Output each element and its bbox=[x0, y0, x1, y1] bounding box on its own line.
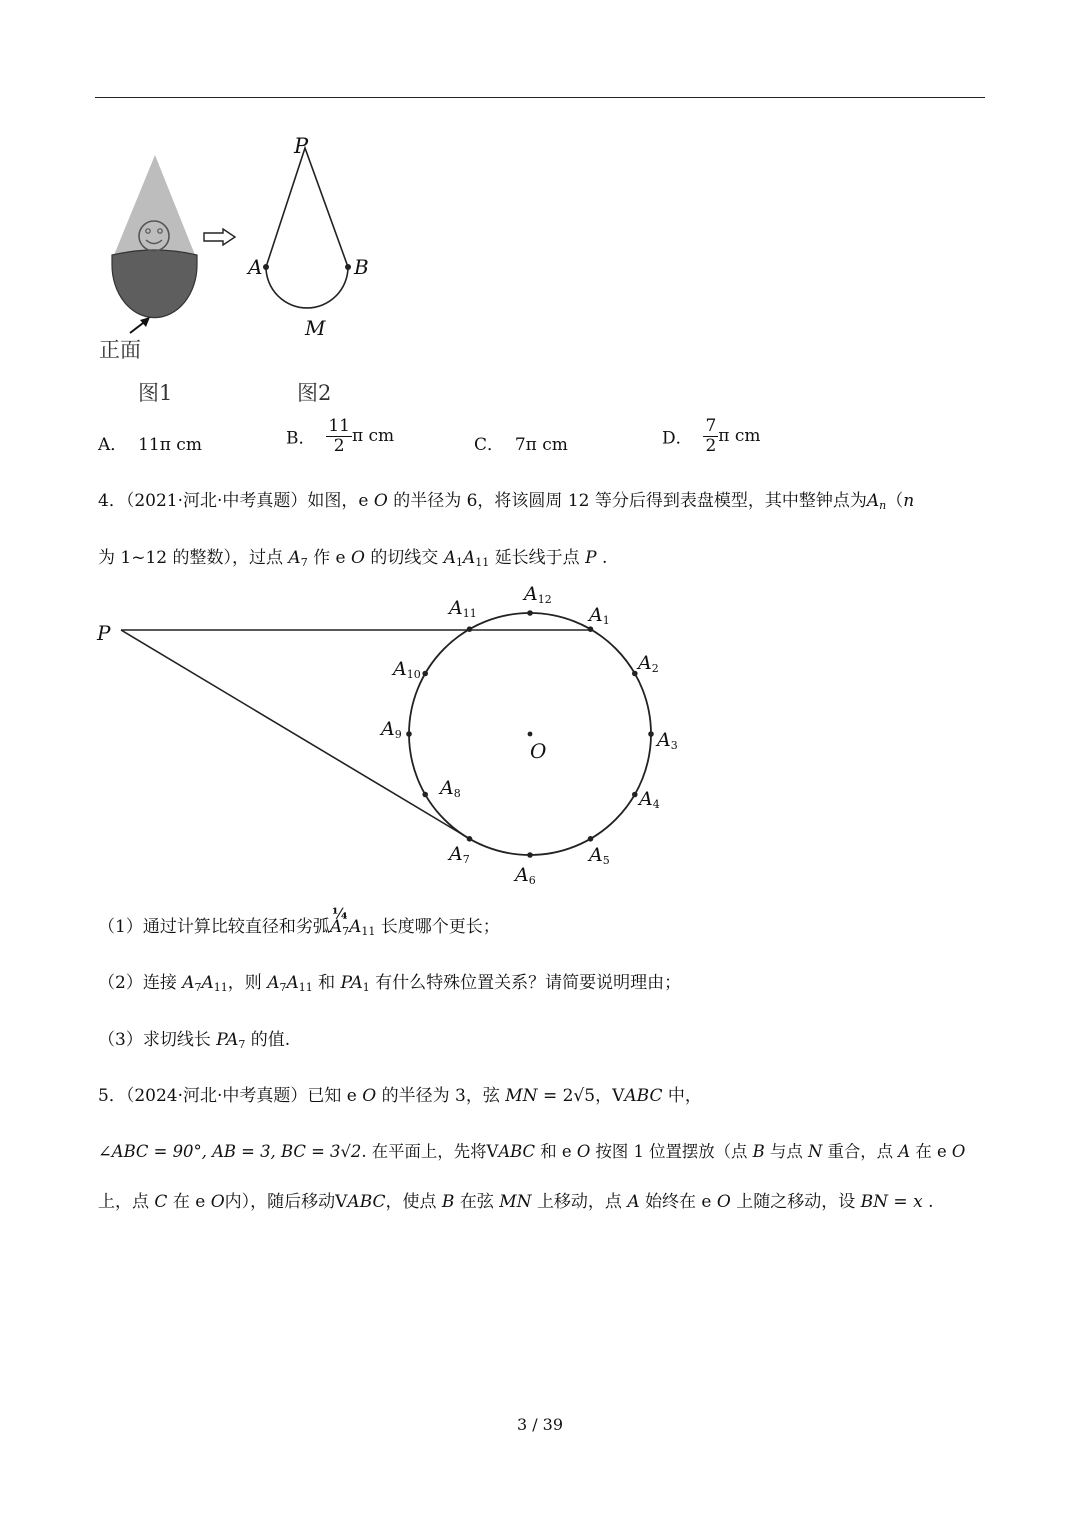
clock-point-a1 bbox=[588, 626, 594, 632]
label-a1: $A_1$ bbox=[589, 604, 610, 627]
label-m: M bbox=[305, 316, 326, 340]
point-a-dot bbox=[263, 264, 269, 270]
label-a5: $A_5$ bbox=[589, 844, 610, 867]
label-a12: $A_{12}$ bbox=[524, 583, 552, 606]
label-a10: $A_{10}$ bbox=[393, 658, 421, 681]
page-number: 3 / 39 bbox=[516, 1415, 564, 1434]
label-b: B bbox=[354, 255, 369, 279]
clock-point-a6 bbox=[527, 852, 533, 858]
cone-base bbox=[112, 250, 197, 318]
q5-line-2: ∠ABC = 90°, AB = 3, BC = 3√2. 在平面上，先将VABC 和 e O 按图 1 位置摆放（点 B 与点 N 重合，点 A 在 e O bbox=[98, 1142, 966, 1161]
clock-point-a4 bbox=[632, 792, 638, 798]
teardrop-outline bbox=[266, 148, 348, 308]
label-a4: $A_4$ bbox=[639, 788, 660, 811]
label-p-point: P bbox=[97, 621, 111, 645]
label-a3: $A_3$ bbox=[657, 729, 678, 752]
label-a2: $A_2$ bbox=[638, 652, 659, 675]
label-a11: $A_{11}$ bbox=[449, 597, 477, 620]
sub-question-3: （3）求切线长 $PA_7$ 的值. bbox=[98, 1030, 291, 1051]
clock-point-a12 bbox=[527, 610, 533, 616]
clock-point-a8 bbox=[422, 792, 428, 798]
clock-point-a10 bbox=[422, 671, 428, 677]
label-a8: $A_8$ bbox=[440, 777, 461, 800]
option-d[interactable]: D． $\frac{7}{2}$ π cm bbox=[662, 416, 761, 456]
cone-body bbox=[112, 155, 197, 260]
center-dot bbox=[528, 732, 533, 737]
label-a6: $A_6$ bbox=[515, 864, 536, 887]
figure-1-caption: 图1 bbox=[138, 381, 173, 405]
option-c[interactable]: C． 7π cm bbox=[474, 435, 568, 455]
clock-point-a9 bbox=[406, 731, 412, 737]
option-b[interactable]: B． $\frac{11}{2}$ π cm bbox=[286, 416, 395, 456]
front-arrow-icon bbox=[130, 317, 150, 333]
q4-line-1: 4．（2021·河北·中考真题）如图，e O 的半径为 6，将该圆周 12 等分后得到表盘模型，其中整钟点为$A_n(n$ bbox=[98, 491, 915, 512]
header-rule bbox=[95, 97, 985, 98]
clock-point-a2 bbox=[632, 671, 638, 677]
label-p: P bbox=[294, 134, 309, 158]
figure-2-caption: 图2 bbox=[297, 381, 332, 405]
q5-line-3: 上，点 C 在 e O内），随后移动VABC，使点 B 在弦 MN 上移动，点 A 始终在 e O 上随之移动，设 BN = x . bbox=[98, 1192, 934, 1212]
label-o-center: O bbox=[530, 739, 547, 763]
label-a7: $A_7$ bbox=[449, 843, 470, 866]
sub-question-2: （2）连接 $A_7A_{11}$，则 $A_7A_{11}$ 和 $PA_1$ 有什么特殊位置关系？请简要说明理由； bbox=[98, 973, 682, 994]
label-a: A bbox=[248, 255, 263, 279]
option-a[interactable]: A． 11π cm bbox=[98, 435, 202, 455]
q5-line-1: 5．（2024·河北·中考真题）已知 e O 的半径为 3，弦 MN = 2√5，VABC 中， bbox=[98, 1086, 702, 1106]
right-arrow-icon bbox=[203, 228, 237, 246]
clock-point-a3 bbox=[648, 731, 654, 737]
front-label: 正面 bbox=[99, 338, 141, 362]
clock-point-a5 bbox=[588, 836, 594, 842]
q4-line-2: 为 1~12 的整数），过点 $A_7$ 作 e O 的切线交 $A_1A_{11}$ 延长线于点 P . bbox=[98, 548, 608, 569]
label-a9: $A_9$ bbox=[381, 718, 402, 741]
point-b-dot bbox=[345, 264, 351, 270]
sub-question-1: （1）通过计算比较直径和劣弧 ¼ $A_7A_{11}$ 长度哪个更长； bbox=[98, 905, 500, 938]
clock-point-a11 bbox=[467, 626, 473, 632]
clock-point-a7 bbox=[467, 836, 473, 842]
